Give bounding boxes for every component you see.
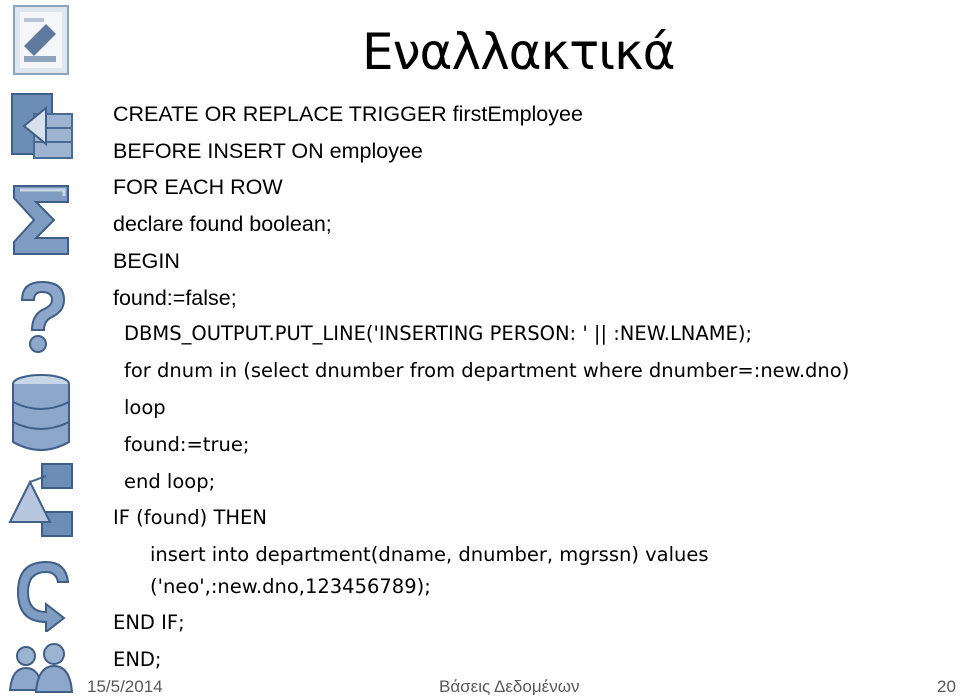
code-line: found:=false; <box>113 286 237 310</box>
sidebar-icons <box>0 0 84 700</box>
footer-course: Βάσεις Δεδομένων <box>439 677 580 696</box>
footer-page-number: 20 <box>937 677 956 696</box>
code-line: declare found boolean; <box>113 212 332 236</box>
code-line: CREATE OR REPLACE TRIGGER firstEmployee <box>113 102 583 126</box>
table-arrow-icon <box>6 90 76 162</box>
question-mark-icon <box>6 278 76 358</box>
code-line: END IF; <box>113 611 185 634</box>
slide-title: Εναλλακτικά <box>362 23 675 81</box>
sigma-icon <box>6 180 76 260</box>
code-line: insert into department(dname, dnumber, mgrssn) values <box>150 543 709 566</box>
code-line: end loop; <box>124 470 216 493</box>
refresh-arrow-icon <box>6 552 76 632</box>
code-line: END; <box>113 648 162 671</box>
code-line: FOR EACH ROW <box>113 175 283 199</box>
code-line: IF (found) THEN <box>113 506 267 529</box>
database-icon <box>6 372 76 456</box>
code-line: BEGIN <box>113 249 180 273</box>
users-icon <box>6 640 76 698</box>
code-line: ('neo',:new.dno,123456789); <box>150 575 431 598</box>
shapes-network-icon <box>6 462 76 542</box>
code-line: for dnum in (select dnumber from department where dnumber=:new.dno) <box>124 359 850 382</box>
code-line: loop <box>124 396 166 419</box>
code-line: BEFORE INSERT ON employee <box>113 139 423 163</box>
code-line: DBMS_OUTPUT.PUT_LINE('INSERTING PERSON: ' || :NEW.LNAME); <box>124 322 753 345</box>
footer-date: 15/5/2014 <box>87 677 163 696</box>
document-icon <box>6 4 76 78</box>
code-line: found:=true; <box>124 433 250 456</box>
